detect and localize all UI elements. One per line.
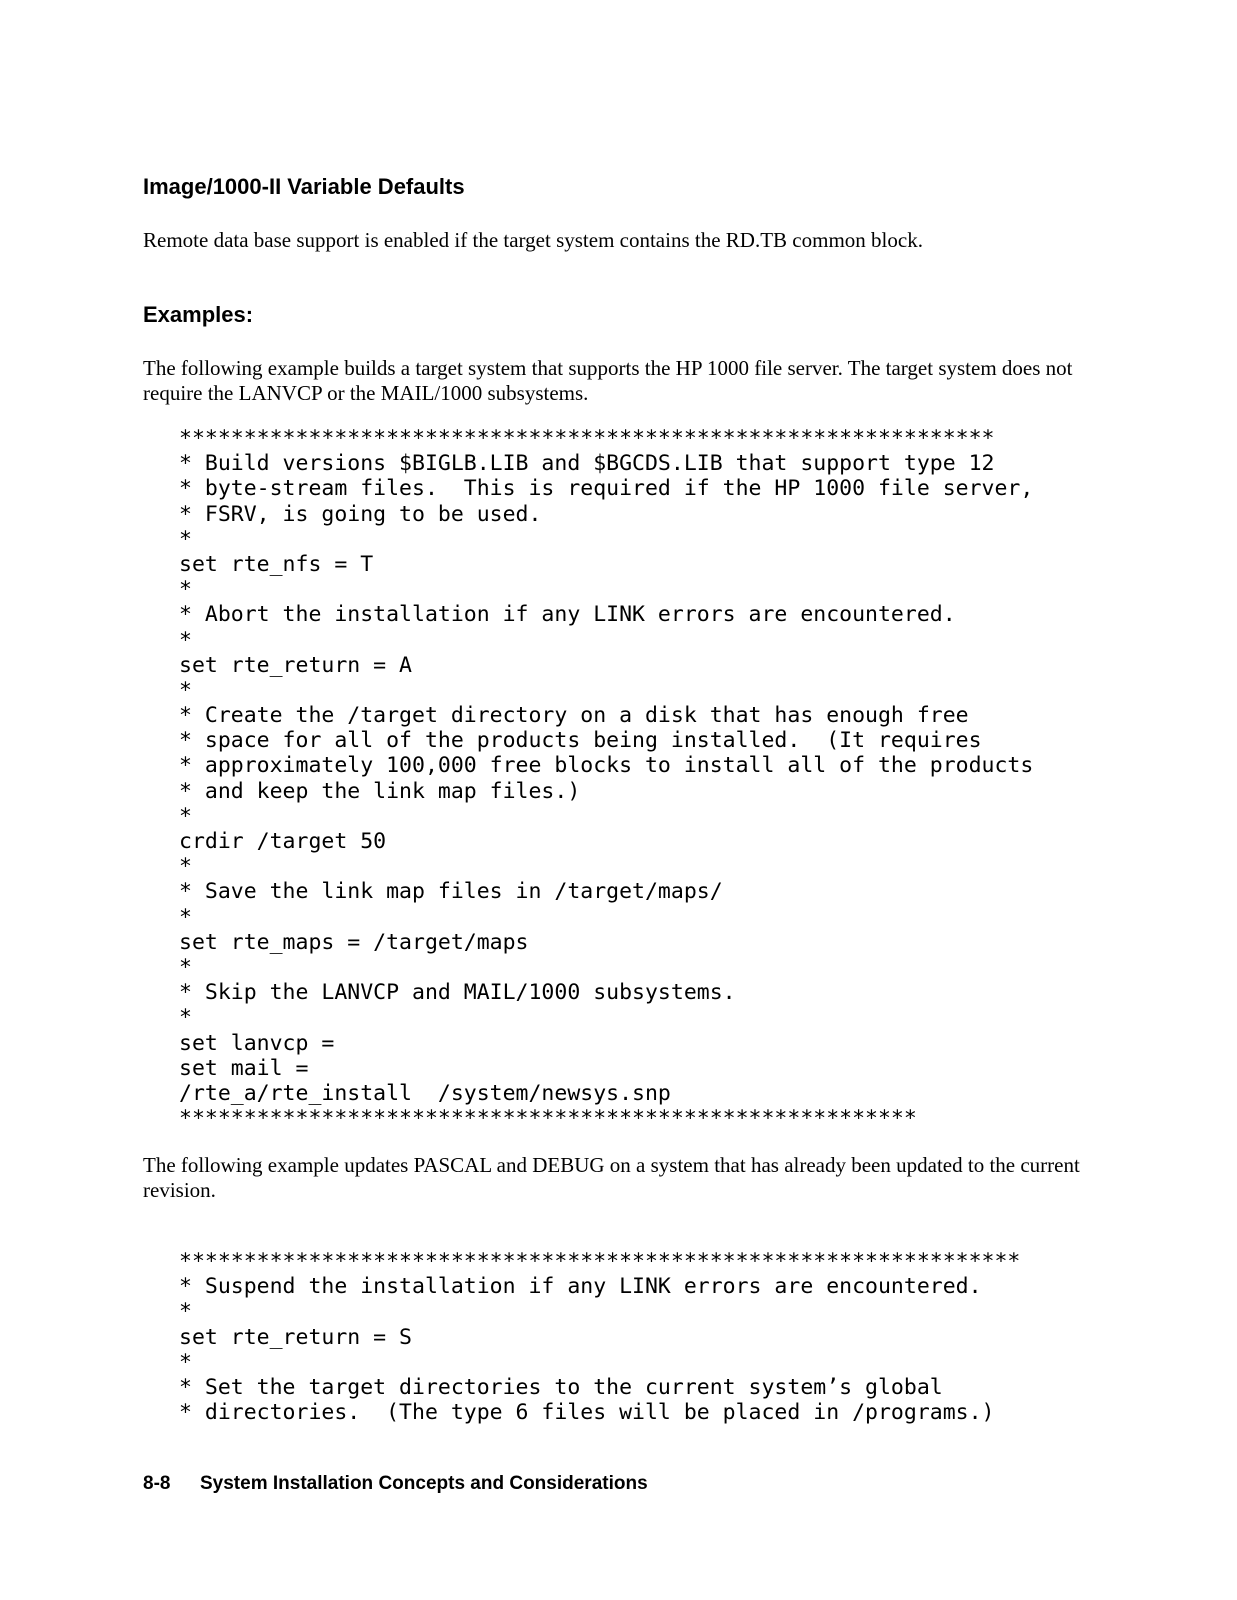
example1-code-block <box>179 426 1033 1131</box>
example2-code-line: ***************************************************************** <box>179 1249 1021 1274</box>
example1-code-line: * <box>179 954 192 980</box>
example1-code-line: * <box>179 577 192 603</box>
example1-code-line: * <box>179 627 192 653</box>
example1-code-line: * FSRV, is going to be used. <box>179 501 542 527</box>
example1-code-line: * Build versions $BIGLB.LIB and $BGCDS.LIB that support type 12 <box>179 451 995 477</box>
examples-heading: Examples: <box>143 302 254 327</box>
example2-intro: The following example updates PASCAL and DEBUG on a system that has already been updated to the current revision. <box>143 1153 1080 1202</box>
section-paragraph: Remote data base support is enabled if the target system contains the RD.TB common block. <box>143 228 923 252</box>
example2-code-line: * <box>179 1299 192 1325</box>
example1-code-line: * <box>179 677 192 703</box>
example2-code-block <box>179 1249 1020 1425</box>
example2-code-line: * <box>179 1349 192 1375</box>
example1-code-line: ********************************************************* <box>179 1106 917 1132</box>
example1-code-line: set mail = <box>179 1055 309 1081</box>
example1-code-line: * Skip the LANVCP and MAIL/1000 subsystems. <box>179 980 736 1006</box>
example1-code-line: set lanvcp = <box>179 1030 335 1056</box>
example1-code-line: * Abort the installation if any LINK errors are encountered. <box>179 602 956 628</box>
example1-code-line: * space for all of the products being installed. (It requires <box>179 728 982 754</box>
example2-code-line: * Set the target directories to the current system’s global <box>179 1374 943 1400</box>
example1-code-line: * approximately 100,000 free blocks to install all of the products <box>179 753 1034 779</box>
example1-code-line: * <box>179 526 192 552</box>
example2-code-line: set rte_return = S <box>179 1324 412 1350</box>
footer-page-number: 8-8 <box>143 1473 171 1494</box>
footer-title: System Installation Concepts and Considerations <box>200 1473 648 1494</box>
example1-code-line: /rte_a/rte_install /system/newsys.snp <box>179 1080 671 1106</box>
example1-code-line: set rte_nfs = T <box>179 551 374 577</box>
example1-code-line: * <box>179 854 192 880</box>
example1-code-line: * <box>179 904 192 930</box>
page-footer <box>143 1472 648 1496</box>
example1-code-line: * and keep the link map files.) <box>179 778 581 804</box>
example1-intro: The following example builds a target system that supports the HP 1000 file server. The target system does not require the LANVCP or the MAIL/1000 subsystems. <box>143 356 1073 405</box>
example1-code-line: * <box>179 803 192 829</box>
example1-code-line: *************************************************************** <box>179 426 995 451</box>
example2-code-line: * directories. (The type 6 files will be placed in /programs.) <box>179 1400 995 1426</box>
example1-code-line: * byte-stream files. This is required if the HP 1000 file server, <box>179 476 1034 502</box>
example1-code-line: * Create the /target directory on a disk that has enough free <box>179 703 969 729</box>
example1-code-line: * Save the link map files in /target/maps/ <box>179 879 723 905</box>
example1-code-line: set rte_maps = /target/maps <box>179 929 529 955</box>
example1-code-line: set rte_return = A <box>179 652 412 678</box>
example1-code-line: crdir /target 50 <box>179 829 387 854</box>
section-heading: Image/1000-II Variable Defaults <box>143 174 465 199</box>
example2-code-line: * Suspend the installation if any LINK errors are encountered. <box>179 1274 982 1300</box>
example1-code-line: * <box>179 1005 192 1031</box>
